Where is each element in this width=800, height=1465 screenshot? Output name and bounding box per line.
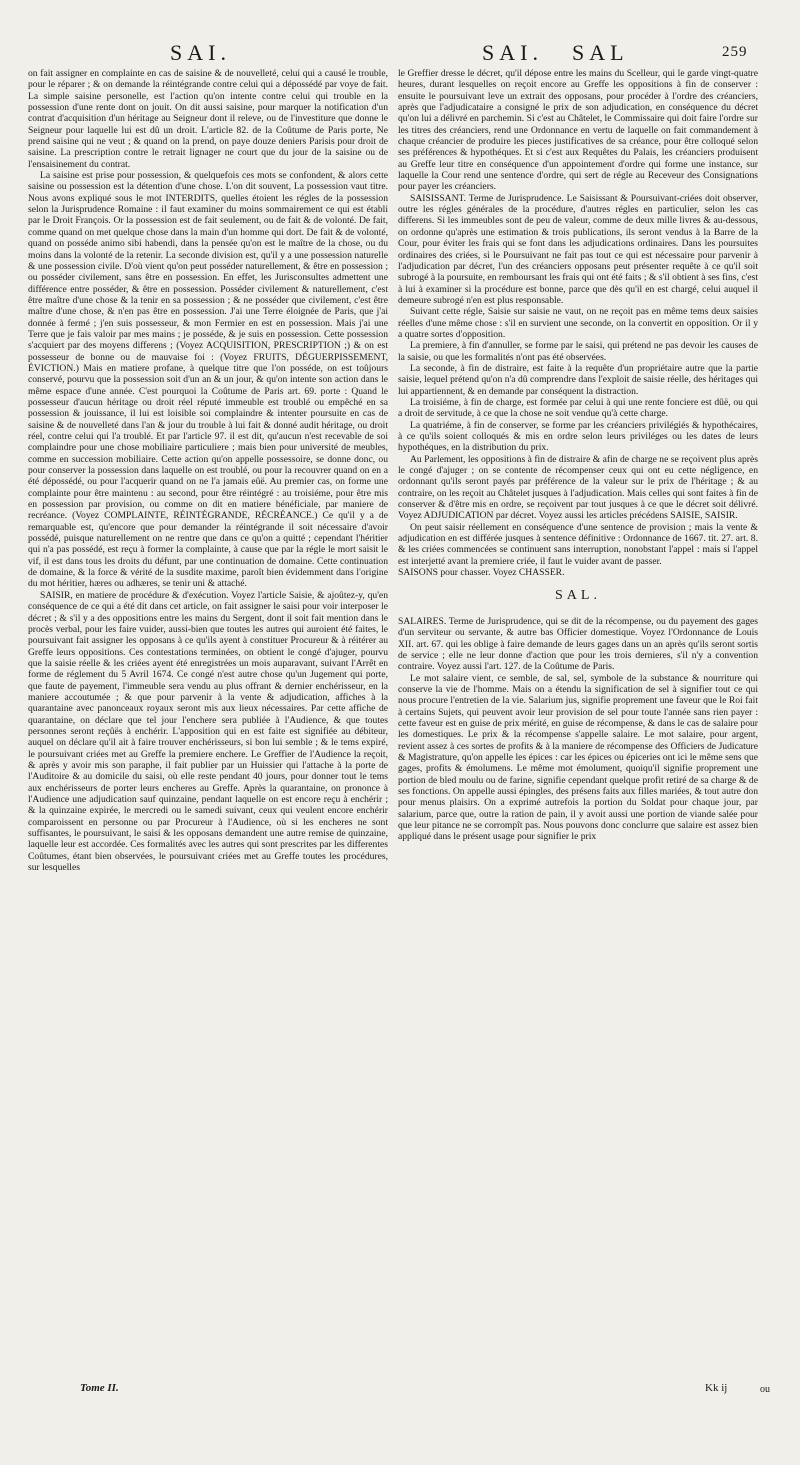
page-number: 259 (722, 44, 748, 60)
paragraph: SAISISSANT. Terme de Jurisprudence. Le Saisissant & Poursuivant-criées doit observer, outre les régles générales de la procédure, d'autres régles en particulier, selon les cas differens. Si les immeubles sont de peu de valeur, comme de deux mille livres & au-dessous, on ordonne qu'après une estimation & trois publications, ils seront vendus à la Barre de la Cour, pour éviter les frais qui se font dans les adjudications ordinaires. Dans les poursuites ordinaires des criées, si le Poursuivant ne fait pas tout ce qui est nécessaire pour parvenir à l'adjudication par décret, l'un des créanciers opposans peut présenter requête à ce qu'il soit subrogé à la poursuite, en remboursant les frais qui ont été faits ; & s'il obtient à ses fins, c'est à lui à examiner si la procédure est bonne, parce que dès qu'il en est chargé, celui auquel il demeure subrogé n'en est plus responsable. (398, 192, 758, 306)
paragraph: SALAIRES. Terme de Jurisprudence, qui se dit de la récompense, ou du payement des gages d'un serviteur ou servante, & autre bas Officier domestique. Voyez l'Ordonnance de Louis XII. art. 67. qui les oblige à faire demande de leurs gages dans un an après qu'ils seront sortis de service ; elle ne leur donne d'action que pour les trois dernieres, s'il n'y a convention contraire. Voyez aussi l'art. 127. de la Coûtume de Paris. (398, 615, 758, 673)
paragraph: on fait assigner en complainte en cas de saisine & de nouvelleté, celui qui a causé le trouble, pour le réparer ; & on demande la réintégrande contre celui qui a dépossédé par voye de fait. La simple saisine personelle, est l'action qu'on intente contre celui qui trouble en la possession d'une rente dont on jouit. On dit aussi saisine, pour marquer la notification d'un contrat d'acquisition d'un héritage au Seigneur dont il releve, ou de l'investiture que donne le Seigneur pour laquelle lui est dû un droit. L'article 82. de la Coûtume de Paris porte, Ne prend saisine qui ne veut ; & quand on la prend, on paye douze deniers Parisis pour droit de saisine. La prescription contre le retrait lignager ne court que du jour de la saisine ou de l'ensaisinement du contrat. (28, 68, 388, 170)
paragraph: SAISIR, en matiere de procédure & d'exécution. Voyez l'article Saisie, & ajoûtez-y, qu'en conséquence de ce qui a été dit dans cet article, on fait assigner le saisi pour voir interposer le décret ; & s'il y a des oppositions entre les mains du Sergent, dont il soit fait mention dans le procès verbal, pour les faire vuider, aussi-bien que toutes les autres qui auroient été faites, le poursuivant fait assigner les opposans à ce qu'ils ayent à constituer Procureur & à réitérer au Greffe leurs oppositions. Ces contestations terminées, on obtient le congé d'ajuger, pourvu que la saisie réelle & les criées ayent été enregistrées un mois auparavant, suivant l'Arrêt en forme de réglement du 5 Avril 1674. Ce congé n'est autre chose qu'un Jugement qui porte, que faute de payement, l'immeuble sera vendu au plus offrant & dernier enchérisseur, en la maniere accoutumée ; & que pour parvenir à la vente & adjudication, affiches à la quarantaine avec panonceaux royaux seront mis aux lieux nécessaires. Par cette affiche de quarantaine, on déclare que tel jour l'enchere sera publiée à l'Audience, & que toutes personnes seront reçûës à enchérir. L'apposition qui en est faite est signifiée au débiteur, auquel on déclare qu'il ait à faire trouver enchérisseurs, si bon lui semble ; & le tems expiré, le poursuivant criées met au Greffe la premiere enchere. Le Greffier de l'Audience la reçoit, & après y avoir mis son paraphe, il fait publier par un Huissier qui l'attache à la porte de l'Auditoire & au domicile du saisi, où elle reste pendant 40 jours, pour donner tout le tems aux enchérisseurs de porter leurs encheres au Greffe. Après la quarantaine, on prononce à l'Audience une adjudication sauf quinzaine, pendant laquelle on est encore reçu à enchérir ; & la quinzaine expirée, le mercredi ou le samedi suivant, ceux qui veulent encore enchérir comparoissent en personne ou par Procureur à l'Audience, où si les encheres ne sont suffisantes, le poursuivant, le saisi & les opposans demandent une autre remise de quinzaine, laquelle leur est accordée. Ces formalités avec les autres qui sont prescrites par les differentes Coûtumes, étant bien observées, le poursuivant criées met au Greffe toutes les procédures, sur lesquelles (28, 589, 388, 874)
paragraph: On peut saisir réellement en conséquence d'une sentence de provision ; mais la vente & adjudication en est différée jusques à sentence définitive : Ordonnance de 1667. tit. 27. art. 8. & les criées commencées se continuent sans interruption, nonobstant l'appel : mais si l'appel est interjetté avant la premiere criée, il faut le vuider avant de passer. (398, 521, 758, 567)
footer-catchword: ou (760, 1384, 770, 1395)
paragraph: le Greffier dresse le décret, qu'il dépose entre les mains du Scelleur, qui le garde vingt-quatre heures, durant lesquelles on reçoit encore au Greffe les oppositions à fin de conserver : ensuite le poursuivant leve un extrait des opposans, pour procéder à l'ordre des créanciers, après que l'adjudicataire a consigné le prix de son adjudication, en conséquence du décret qu'on lui a délivré en parchemin. Si c'est au Châtelet, le Commissaire qui doit faire l'ordre sur les titres des créanciers, rend une Ordonnance en vertu de laquelle on fait commandement à chaque créancier de produire les pieces justificatives de sa créance, pour être colloqué selon ses préférences & hypothéques. Et si c'est aux Requêtes du Palais, les créanciers produisent au Greffe leur titre en conséquence d'un appointement d'ordre qui forme une instance, sur laquelle la Cour rend une sentence d'ordre, qui sert de régle au Receveur des Consignations pour payer les créanciers. (398, 68, 758, 193)
paragraph: La troisiéme, à fin de charge, est formée par celui à qui une rente fonciere est dûë, ou qui a droit de servitude, à ce que la chose ne soit vendue qu'à cette charge. (398, 396, 758, 420)
footer-tome: Tome II. (80, 1382, 119, 1394)
paragraph: Le mot salaire vient, ce semble, de sal, sel, symbole de la substance & nourriture qui conserve la vie de l'homme. Mais on a étendu la signification de sel à signifier tout ce qui nous procure l'entretien de la vie. Salarium jus, signifie proprement une faveur que le Roi fait à certains Sujets, qui peuvent avoir leur provision de sel pour toute l'année sans rien payer : cette faveur est en guise de prix mérité, en guise de récompense, & dans le cas de salaire pour les domestiques. Le prix & la récompense s'appelle salaire. Le mot salaire, pour argent, revient assez à ces sortes de profits & à la maniere de récompense des Officiers de Judicature & Magistrature, qu'on appelle les épices : car les épices ou épiceries ont ici le même sens que gages, profits & émolumens. Le même mot émolument, quoiqu'il signifie proprement une portion de bled moulu ou de farine, signifie cependant quelque profit retiré de sa charge & de ses fonctions. On appelle aussi épingles, des présens faits aux filles mariées, & tout autre don pour menus plaisirs. On a exprimé autrefois la portion du Soldat pour chaque jour, par salarium, parce que, outre la ration de pain, il y avoit aussi une portion de viande salée pour que leur pitance ne se corrompît pas. Nous pouvons donc conclurre que salaire est assez bien appliqué dans le présent usage pour signifier le prix (398, 672, 758, 843)
left-column (28, 68, 388, 873)
section-heading: SAL. (555, 588, 601, 604)
page-footer (0, 1382, 800, 1422)
right-column (398, 68, 758, 843)
paragraph: SAISONS pour chasser. Voyez CHASSER. (398, 567, 565, 579)
paragraph: La saisine est prise pour possession, & quelquefois ces mots se confondent, & alors cette saisine ou possession est la détention d'une chose. L'on dit souvent, La possession vaut titre. Nous avons expliqué sous le mot INTERDITS, quelles étoient les régles de la possession selon la Jurisprudence Romaine : il faut examiner du moins sommairement ce qui est établi par le Droit François. Or la possession est de fait seulement, ou de fait & de volonté. De fait, comme quand on met quelque chose dans la main d'un homme qui dort. De fait & de volonté, quand on posséde animo sibi habendi, dans la pensée qu'on est le maître de la chose, ou du moins dans la volonté de la retenir. La seconde division est, qu'il y a une possession naturelle & une possession civile. D'où vient qu'on peut posséder naturellement, & être en possession ; ou posséder civilement, sans être en possession. En effet, les Jurisconsultes admettent une différence entre posséder, & être en possession. Posséder civilement & naturellement, c'est être maître d'une chose & la tenir en sa possession ; & ne posséder que civilement, c'est être maître d'une chose, & n'en pas être en possession. J'ai une Terre éloignée de Paris, que j'ai donnée à fermé ; j'en suis possesseur, & mon Fermier en est en possession. Mais j'ai une Terre que je fais valoir par mes mains ; je posséde, & je suis en possession. Cette possession s'acquiert par des moyens differens ; (Voyez ACQUISITION, PRESCRIPTION ;) & on est possesseur de bonne ou de mauvaise foi : (Voyez FRUITS, DÉGUERPISSEMENT, ÉVICTION.) Mais en matiere profane, à quelque titre que l'on posséde, on est toûjours conservé, pourvu que la possession soit d'un an & un jour, & qu'on intente son action dans le même espace d'une année. C'est pourquoi la Coûtume de Paris art. 69. porte : Quand le possesseur d'aucun héritage ou droit réel réputé immeuble est troublé ou empêché en sa possession & jouissance, il lui est loisible soi complaindre & intenter poursuite en cas de saisine & de nouvelleté dans l'an & jour du trouble à lui fait & donné audit héritage, ou droit réel, contre celui qui l'a troublé. Et par l'article 97. il est dit, qu'aucun n'est recevable de soi complaindre pour une chose mobiliaire particuliere ; mais bien pour université de meubles, comme en succession mobiliaire. Cette action qu'on appelle possessoire, se donne donc, ou pour conserver la possession dans laquelle on est troublé, ou pour la recouvrer quand on en a été dépossédé, ou pour l'acquerir quand on ne l'a jamais eûë. Au premier cas, on forme une complainte pour être maintenu : au second, pour être réintégré : au troisiéme, pour être mis en possession par provision, ou comme on dit en matiere bénéficiale, par maniere de recréance. (Voyez COMPLAINTE, RÉINTÉGRANDE, RÉCRÉANCE.) Ce qu'il y a de remarquable est, qu'encore que pour demander la réintégrande il soit nécessaire d'avoir possédé, puisque naturellement on ne rentre que dans ce qu'on a quitté ; cependant l'héritier qui n'a pas possédé, est reçu à former la complainte, à cause que par la régle le mort saisit le vif, il est dans tous les droits du défunt, par une continuation de domaine. Cette continuation de domaine, & la force & vérité de la susdite maxime, paroît bien évidemment dans l'origine du mot héritier, hæres ou adhæres, se tenir uni & attaché. (28, 170, 388, 590)
paragraph: La seconde, à fin de distraire, est faite à la requête d'un propriétaire autre que la partie saisie, lequel prétend qu'on n'a dû comprendre dans l'exploit de saisie réelle, des héritages qui lui appartiennent, & en demande par conséquent la distraction. (398, 362, 758, 397)
paragraph: La premiere, à fin d'annuller, se forme par le saisi, qui prétend ne pas devoir les causes de la saisie, ou que les formalités n'ont pas été observées. (398, 340, 758, 363)
footer-signature: Kk ij (705, 1382, 728, 1394)
header-left-title: SAI. (170, 40, 231, 65)
header-right-title-1: SAI. (482, 40, 543, 65)
paragraph: La quatriéme, à fin de conserver, se forme par les créanciers privilégiés & hypothécaires, à ce qu'ils soient colloqués & mis en ordre selon leurs priviléges ou les dates de leurs hypothéques, en la distribution du prix. (398, 419, 758, 454)
paragraph: Au Parlement, les oppositions à fin de distraire & afin de charge ne se reçoivent plus après le congé d'ajuger ; on se contente de récompenser ceux qui ont eu cette négligence, en ordonnant qu'ils seront payés par préférence de la valeur sur le prix de l'héritage ; & au contraire, on les reçoit au Châtelet jusques à l'adjudication. Mais celles qui sont faites à fin de conserver & d'être mis en ordre, se reçoivent par tout jusques à ce que le décret soit délivré. Voyez ADJUDICATION par décret. Voyez aussi les articles précédens SAISIE, SAISIR. (398, 453, 758, 522)
paragraph: Suivant cette régle, Saisie sur saisie ne vaut, on ne reçoit pas en même tems deux saisies réelles d'une même chose : s'il en survient une seconde, on la convertit en opposition. Or il y a quatre sortes d'opposition. (398, 306, 758, 340)
header-right-title-2: SAL (572, 40, 629, 65)
